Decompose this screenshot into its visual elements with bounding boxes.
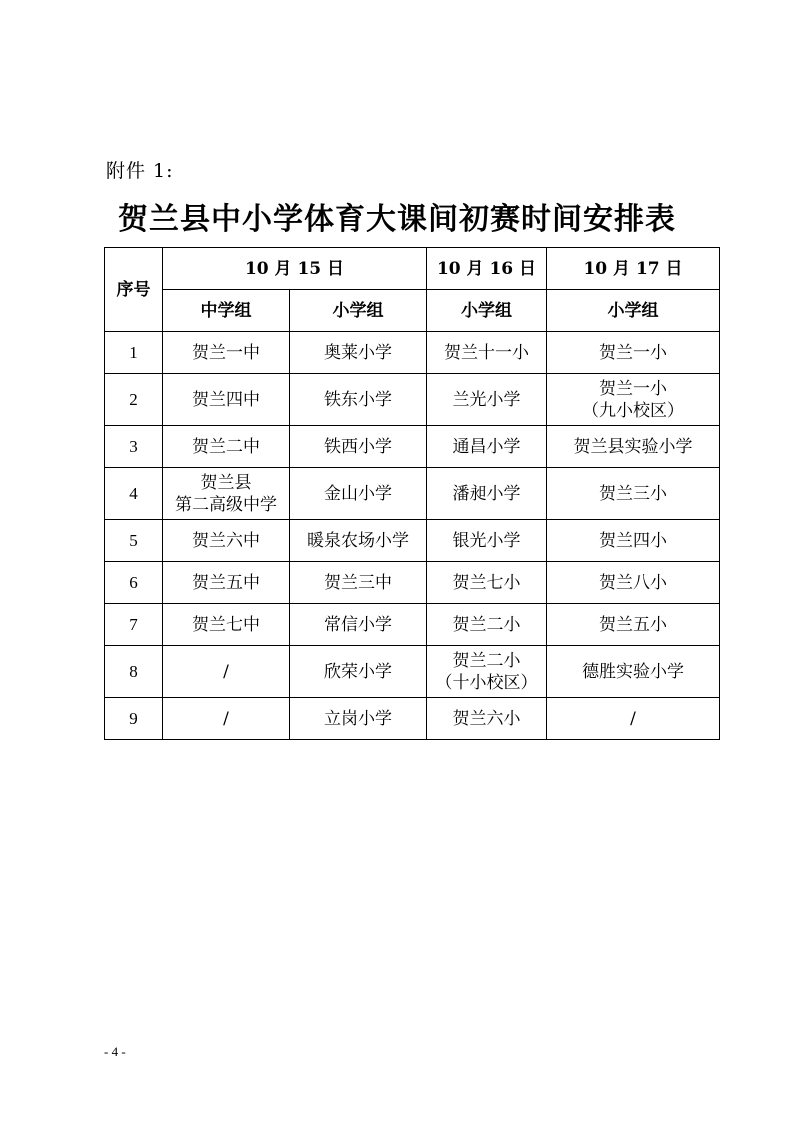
- row-index-cell: 5: [105, 520, 163, 562]
- school-cell: [427, 520, 547, 562]
- school-cell: [163, 332, 290, 374]
- page-number: - 4 -: [104, 1044, 126, 1059]
- school-cell: [427, 332, 547, 374]
- school-cell: [163, 698, 290, 740]
- header-group-middle-oct15: 中学组: [163, 290, 290, 332]
- school-name: 银光小学: [452, 530, 521, 551]
- school-name: 贺兰二小: [452, 650, 521, 671]
- row-index-cell: 7: [105, 604, 163, 646]
- school-cell: [547, 698, 720, 740]
- school-name: 贺兰县实验小学: [573, 436, 693, 457]
- header-row-groups: [105, 290, 720, 332]
- school-cell: [290, 332, 427, 374]
- header-date-oct17: 10 月 17 日: [547, 248, 720, 290]
- school-name: 贺兰八小: [599, 572, 668, 593]
- school-cell: [163, 426, 290, 468]
- school-name: /: [223, 661, 229, 682]
- row-index-cell: 2: [105, 374, 163, 426]
- school-name: 贺兰二中: [192, 436, 260, 457]
- school-name: 奥莱小学: [324, 342, 392, 363]
- school-cell: [290, 562, 427, 604]
- school-cell: [547, 562, 720, 604]
- school-name: 贺兰三小: [599, 483, 668, 504]
- row-index-cell: 3: [105, 426, 163, 468]
- school-cell: [163, 468, 290, 520]
- school-cell: [427, 562, 547, 604]
- school-name: （九小校区）: [582, 400, 685, 421]
- school-name: 贺兰五小: [599, 614, 668, 635]
- school-name: 常信小学: [324, 614, 392, 635]
- school-name: 贺兰四中: [192, 389, 260, 410]
- school-cell: [163, 520, 290, 562]
- school-name: /: [630, 708, 636, 729]
- school-cell: [547, 332, 720, 374]
- school-cell: [427, 426, 547, 468]
- attachment-label: 附件 1:: [106, 160, 174, 182]
- school-name: 贺兰五中: [192, 572, 260, 593]
- school-name: 铁东小学: [324, 389, 392, 410]
- school-cell: [290, 468, 427, 520]
- school-name: 贺兰一中: [192, 342, 260, 363]
- table-row: [105, 520, 720, 562]
- header-group-primary-oct15: 小学组: [290, 290, 427, 332]
- row-index-cell: 9: [105, 698, 163, 740]
- school-name: 贺兰七小: [452, 572, 521, 593]
- school-name: 贺兰六中: [192, 530, 260, 551]
- row-index-cell: 8: [105, 646, 163, 698]
- school-cell: [427, 604, 547, 646]
- school-cell: [290, 698, 427, 740]
- school-name: 贺兰一小: [599, 378, 668, 399]
- school-cell: [163, 562, 290, 604]
- table-row: [105, 646, 720, 698]
- header-group-primary-oct16: 小学组: [427, 290, 547, 332]
- school-name: 通昌小学: [452, 436, 521, 457]
- table-row: [105, 604, 720, 646]
- school-cell: [547, 468, 720, 520]
- school-cell: [547, 646, 720, 698]
- header-index: 序号: [105, 248, 163, 332]
- school-name: /: [223, 708, 229, 729]
- header-date-oct15: 10 月 15 日: [163, 248, 427, 290]
- school-name: 德胜实验小学: [582, 661, 685, 682]
- schedule-body: [105, 332, 720, 740]
- table-row: [105, 332, 720, 374]
- table-row: [105, 562, 720, 604]
- header-group-primary-oct17: 小学组: [547, 290, 720, 332]
- header-date-oct16: 10 月 16 日: [427, 248, 547, 290]
- school-name: 贺兰三中: [324, 572, 392, 593]
- school-name: 贺兰二小: [452, 614, 521, 635]
- school-cell: [290, 604, 427, 646]
- header-row-dates: [105, 248, 720, 290]
- row-index-cell: 6: [105, 562, 163, 604]
- school-cell: [163, 646, 290, 698]
- schedule-table: [104, 247, 720, 740]
- school-cell: [427, 468, 547, 520]
- school-cell: [427, 646, 547, 698]
- school-cell: [163, 604, 290, 646]
- school-name: 贺兰十一小: [444, 342, 530, 363]
- table-row: [105, 468, 720, 520]
- school-cell: [290, 646, 427, 698]
- school-cell: [290, 520, 427, 562]
- school-cell: [547, 520, 720, 562]
- table-row: [105, 426, 720, 468]
- school-name: 贺兰一小: [599, 342, 668, 363]
- school-cell: [547, 374, 720, 426]
- school-cell: [547, 426, 720, 468]
- school-name: 贺兰县: [200, 472, 252, 493]
- school-cell: [163, 374, 290, 426]
- school-name: 贺兰七中: [192, 614, 260, 635]
- school-name: 第二高级中学: [175, 494, 277, 515]
- row-index-cell: 1: [105, 332, 163, 374]
- school-name: 欣荣小学: [324, 661, 392, 682]
- page-title: 贺兰县中小学体育大课间初赛时间安排表: [118, 202, 676, 237]
- school-name: 贺兰四小: [599, 530, 668, 551]
- school-cell: [290, 426, 427, 468]
- school-cell: [427, 374, 547, 426]
- table-row: [105, 698, 720, 740]
- school-name: （十小校区）: [435, 672, 538, 693]
- row-index-cell: 4: [105, 468, 163, 520]
- school-name: 贺兰六小: [452, 708, 521, 729]
- school-cell: [547, 604, 720, 646]
- school-name: 立岗小学: [324, 708, 392, 729]
- school-cell: [290, 374, 427, 426]
- school-name: 铁西小学: [324, 436, 392, 457]
- school-name: 暖泉农场小学: [307, 530, 409, 551]
- school-name: 潘昶小学: [452, 483, 521, 504]
- school-name: 兰光小学: [452, 389, 521, 410]
- table-row: [105, 374, 720, 426]
- school-name: 金山小学: [324, 483, 392, 504]
- school-cell: [427, 698, 547, 740]
